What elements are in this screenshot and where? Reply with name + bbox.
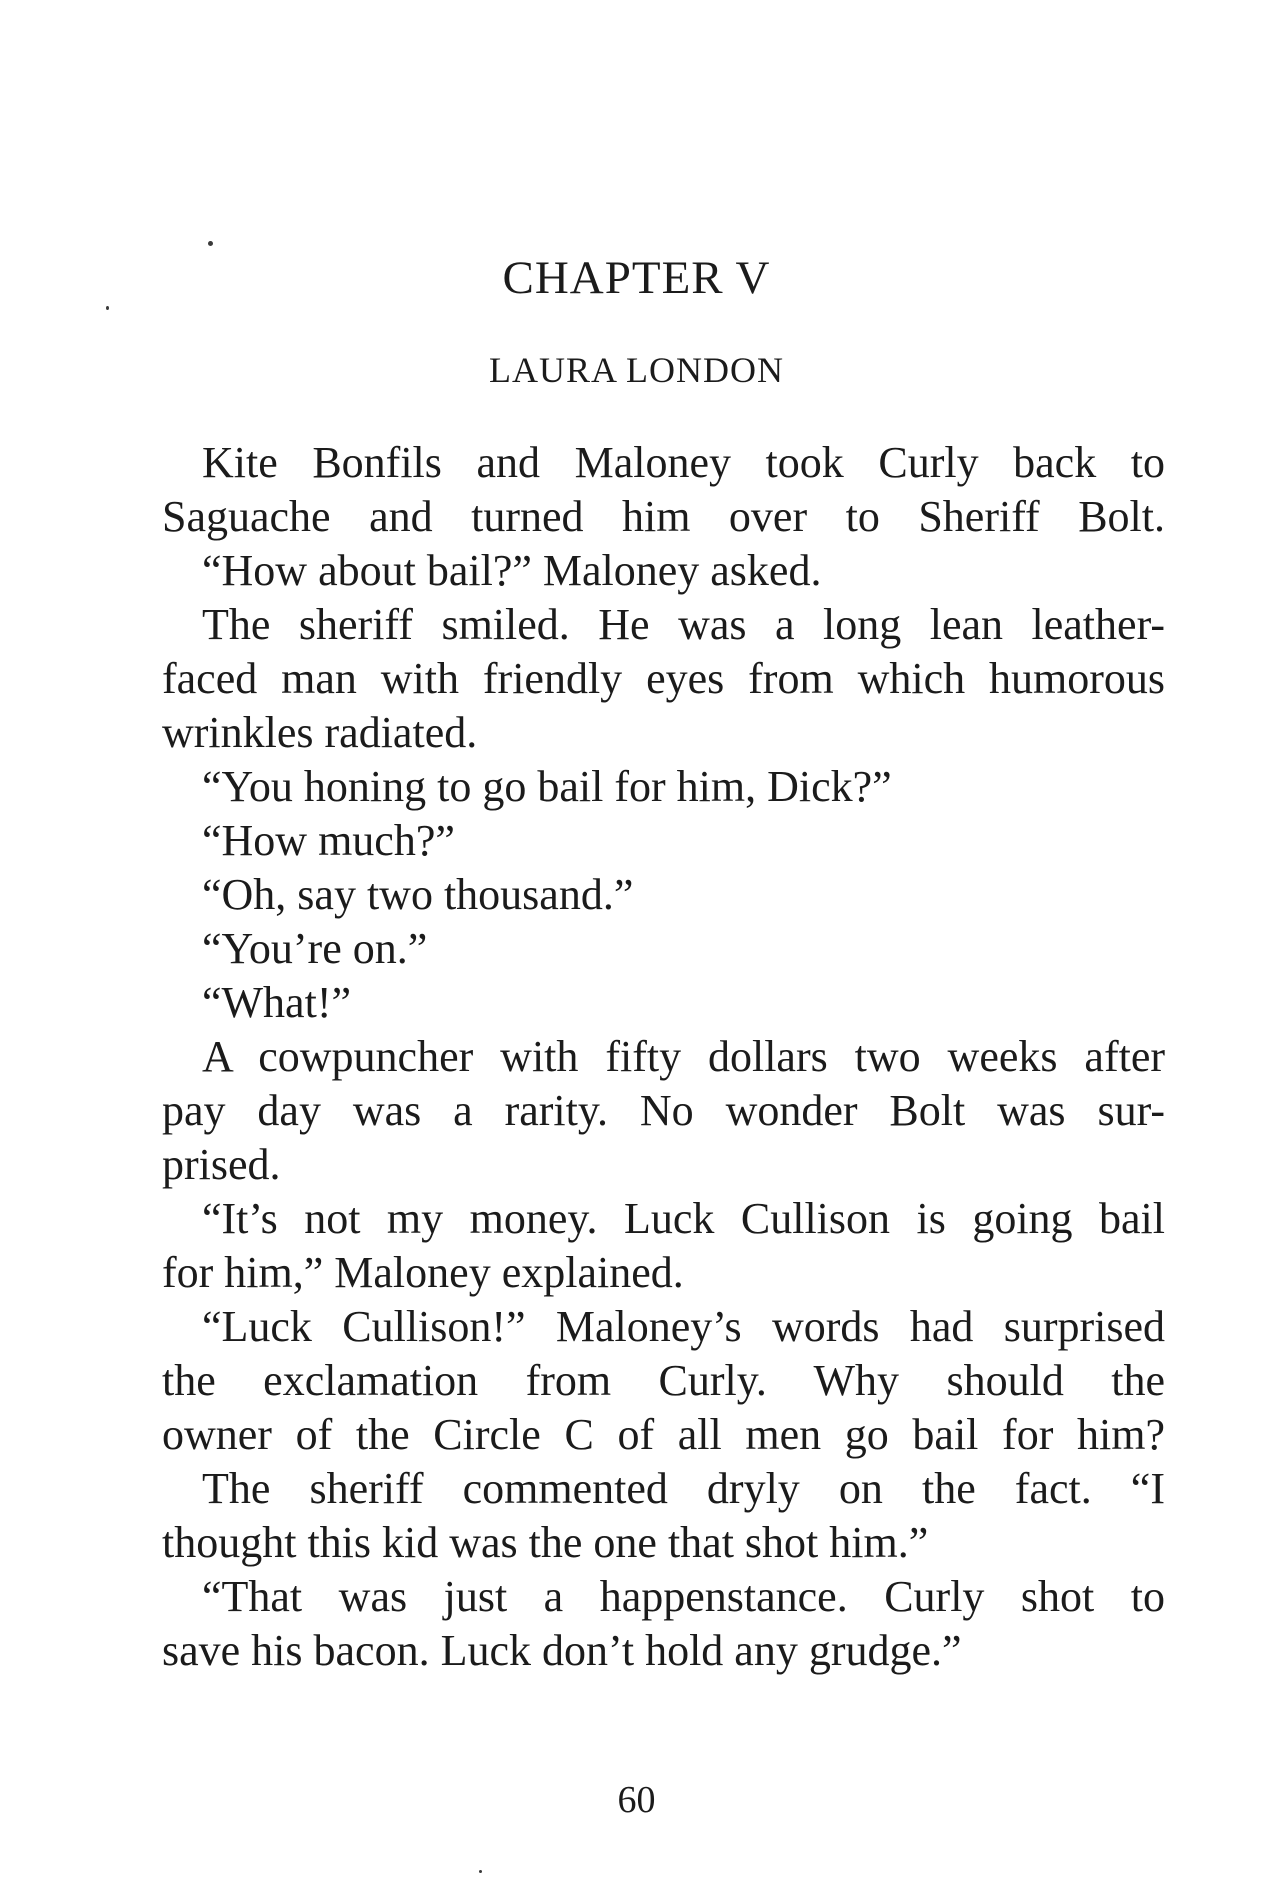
text-line: “How about bail?” Maloney asked. (202, 546, 822, 595)
text-line: “What!” (202, 978, 351, 1027)
chapter-title: LAURA LONDON (489, 350, 784, 390)
text-line: thought this kid was the one that shot him.” (162, 1518, 929, 1567)
text-line: faced man with friendly eyes from which humorous (162, 654, 1165, 703)
text-line: wrinkles radiated. (162, 708, 478, 757)
text-line: Saguache and turned him over to Sheriff Bolt. (162, 492, 1165, 541)
text-line: prised. (162, 1140, 281, 1189)
text-line: A cowpuncher with fifty dollars two weeks after (202, 1032, 1165, 1081)
text-line: owner of the Circle C of all men go bail for him? (162, 1410, 1165, 1459)
ink-speck (208, 241, 213, 246)
text-line: “You’re on.” (202, 924, 428, 973)
text-line: “It’s not my money. Luck Cullison is going bail (202, 1194, 1165, 1243)
text-line: “Oh, say two thousand.” (202, 870, 634, 919)
text-line: pay day was a rarity. No wonder Bolt was sur- (162, 1086, 1165, 1135)
ink-speck (106, 306, 109, 310)
text-line: The sheriff smiled. He was a long lean leather- (202, 600, 1165, 649)
text-line: “How much?” (202, 816, 455, 865)
text-line: “You honing to go bail for him, Dick?” (202, 762, 892, 811)
text-line: The sheriff commented dryly on the fact. “I (202, 1464, 1165, 1513)
text-line: for him,” Maloney explained. (162, 1248, 684, 1297)
chapter-heading: CHAPTER V (502, 252, 771, 304)
ink-speck (479, 1870, 482, 1873)
text-line: Kite Bonfils and Maloney took Curly back to (202, 438, 1165, 487)
text-line: “That was just a happenstance. Curly shot to (202, 1572, 1165, 1621)
text-line: the exclamation from Curly. Why should the (162, 1356, 1165, 1405)
page-number: 60 (617, 1779, 656, 1821)
text-line: “Luck Cullison!” Maloney’s words had surprised (202, 1302, 1165, 1351)
text-line: save his bacon. Luck don’t hold any grudge.” (162, 1626, 962, 1675)
